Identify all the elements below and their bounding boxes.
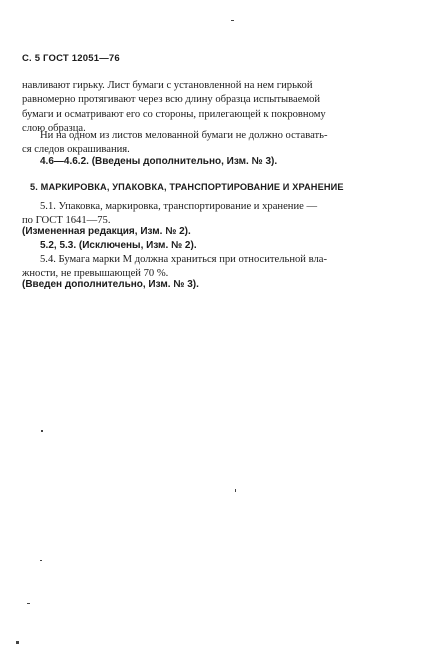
amendment-note-2 bbox=[22, 225, 398, 239]
body-line: 5.1. Упаковка, маркировка, транспортирование и хранение — bbox=[40, 201, 318, 212]
body-line: ся следов окрашивания. bbox=[22, 144, 130, 156]
amendment-note-4 bbox=[22, 278, 398, 292]
amendment-note: (Введен дополнительно, Изм. № 3). bbox=[22, 279, 199, 290]
scan-speck bbox=[27, 603, 30, 604]
page-header: С. 5 ГОСТ 12051—76 bbox=[22, 53, 120, 64]
body-line: 5.4. Бумага марки М должна храниться при относительной вла- bbox=[40, 254, 327, 265]
amendment-note-1 bbox=[22, 155, 398, 169]
body-line: равномерно протягивают через всю длину образца испытываемой bbox=[22, 94, 321, 106]
scan-speck bbox=[41, 430, 43, 432]
scan-speck bbox=[40, 560, 42, 561]
body-line: слою образца. bbox=[22, 122, 86, 134]
scan-speck bbox=[231, 20, 234, 21]
body-line: Ни на одном из листов мелованной бумаги не должно оставать- bbox=[40, 130, 328, 141]
amendment-note: (Измененная редакция, Изм. № 2). bbox=[22, 226, 191, 237]
body-line: бумаги и осматривают его со стороны, прилегающей к покровному bbox=[22, 108, 326, 120]
amendment-note: 4.6—4.6.2. (Введены дополнительно, Изм. № 3). bbox=[40, 156, 278, 167]
body-line: навливают гирьку. Лист бумаги с установленной на нем гирькой bbox=[22, 80, 313, 91]
continued-paragraph bbox=[22, 79, 398, 136]
amendment-note-3 bbox=[22, 239, 398, 253]
section-title: 5. МАРКИРОВКА, УПАКОВКА, ТРАНСПОРТИРОВАНИЕ И ХРАНЕНИЕ bbox=[30, 182, 344, 192]
body-line: жности, не превышающей 70 %. bbox=[22, 268, 169, 280]
amendment-note: 5.2, 5.3. (Исключены, Изм. № 2). bbox=[40, 240, 197, 251]
paragraph-2 bbox=[22, 129, 398, 158]
body-line: по ГОСТ 1641—75. bbox=[22, 215, 111, 227]
scan-speck bbox=[235, 489, 236, 492]
scan-speck bbox=[16, 641, 19, 644]
